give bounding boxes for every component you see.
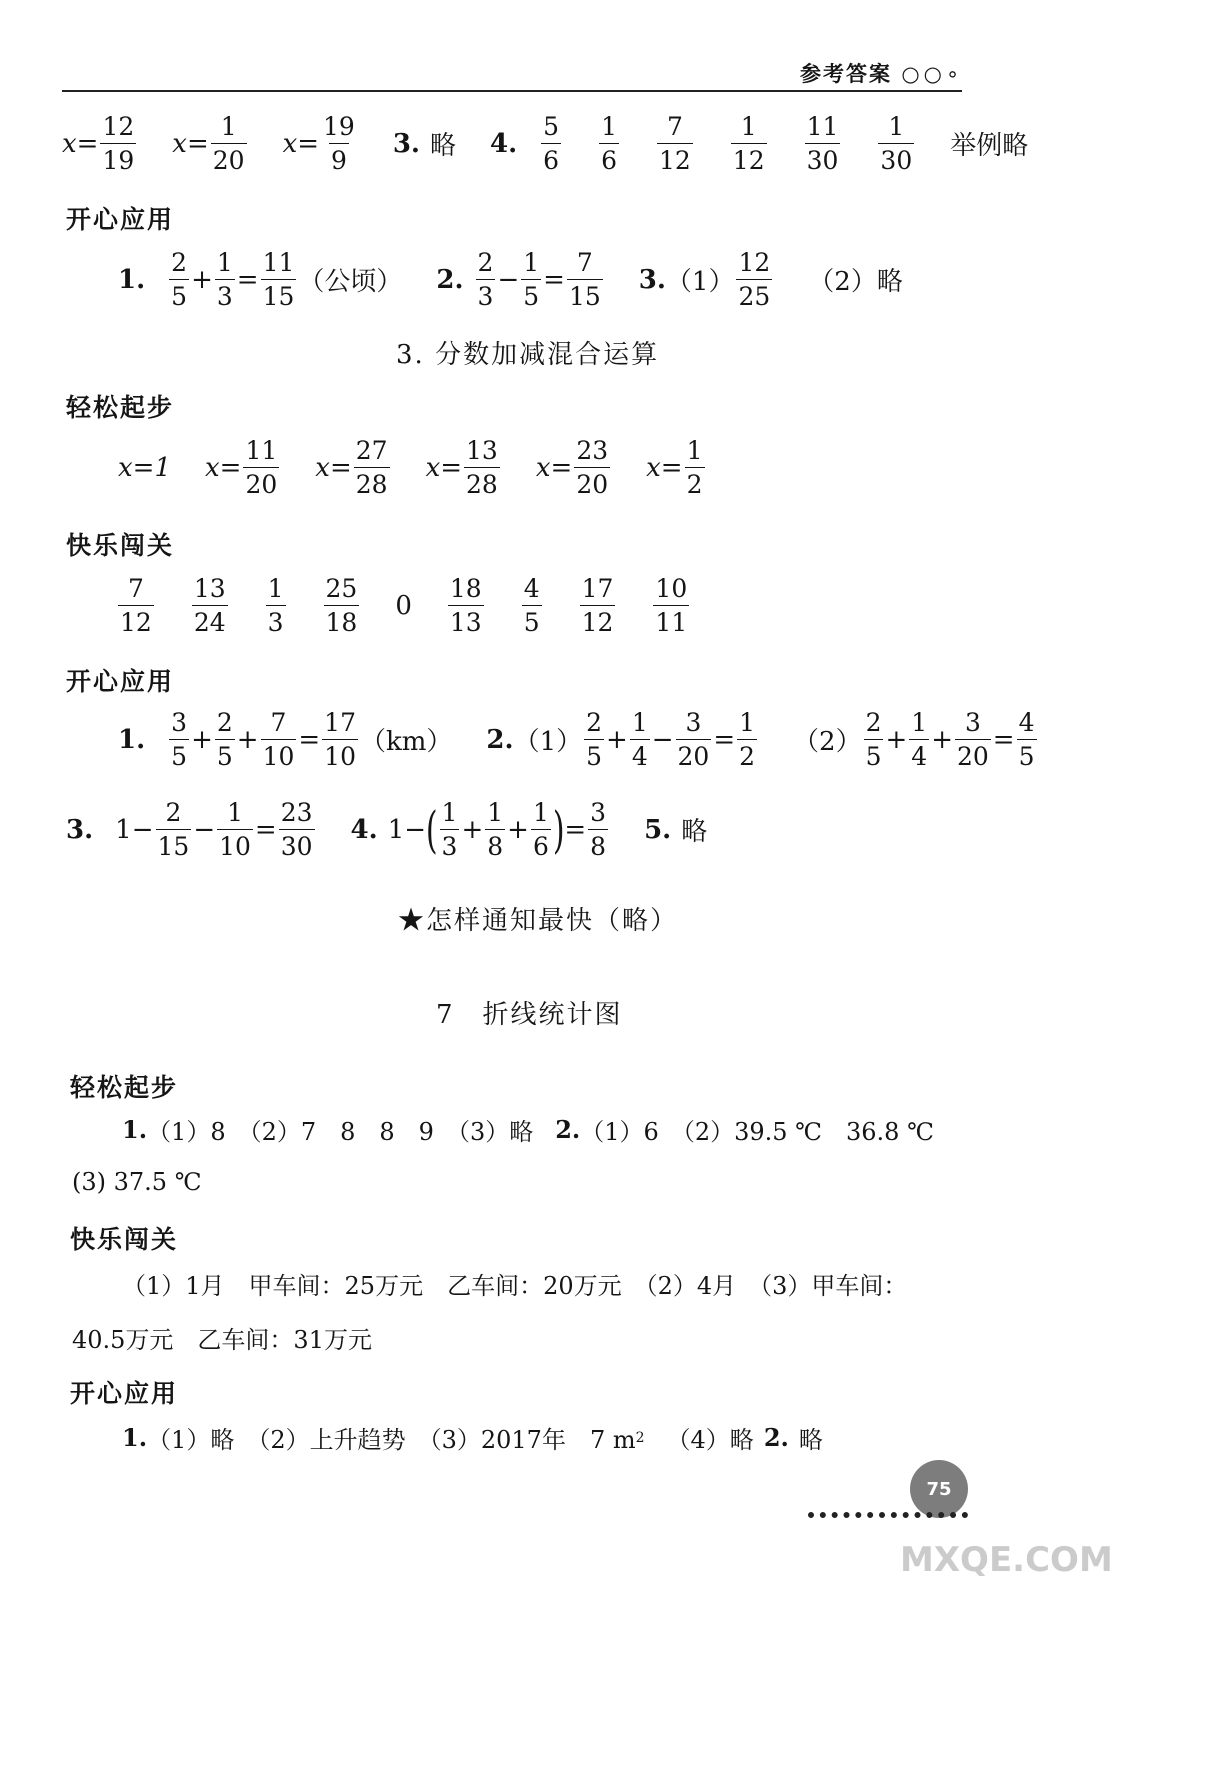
watermark <box>900 1540 1113 1580</box>
item-number: 2. <box>763 1423 789 1452</box>
unit-text: （公顷） <box>298 267 403 297</box>
fraction: $\frac{1}{6}$ <box>532 798 549 861</box>
item-number: 1. <box>122 1423 148 1452</box>
fraction: $\frac{1}{2}$ <box>686 436 703 499</box>
fraction: $\frac{13}{28}$ <box>466 436 498 499</box>
var-x: x <box>282 128 298 159</box>
section-heading: 快乐闯关 <box>70 1225 179 1254</box>
fraction: $\frac{13}{24}$ <box>193 574 226 637</box>
fraction: $\frac{1}{2}$ <box>739 708 756 771</box>
fraction: $\frac{12}{25}$ <box>738 248 771 311</box>
fraction: $\frac{2}{5}$ <box>865 708 882 771</box>
item-number: 1. <box>118 724 146 755</box>
answer-row-6: 3. 1 − $\frac{2}{15}$ − $\frac{1}{10}$ = $\frac{23}{30}$ 4. 1 − ( $\frac{1}{3}$ + $\frac{1}{8}$ + $\frac{1}{6}$ ) = $\frac{3}{8}$ 5. 略 <box>66 798 708 861</box>
running-header <box>800 58 963 88</box>
page-number-badge <box>910 1460 968 1518</box>
header-rule <box>62 90 962 92</box>
item-number: 4. <box>350 814 378 845</box>
fraction: $\frac{18}{13}$ <box>449 574 482 637</box>
answer-text: 略 <box>798 1426 823 1454</box>
section-heading: 开心应用 <box>70 1379 179 1408</box>
section-heading: 快乐闯关 <box>66 531 175 560</box>
fraction: $\frac{3}{8}$ <box>590 798 607 861</box>
answer-zero: 0 <box>395 590 412 621</box>
section-heading: 轻松起步 <box>70 1073 179 1102</box>
fraction: $\frac{2}{5}$ <box>586 708 603 771</box>
item-number: 5. <box>644 814 672 845</box>
fraction: $\frac{1}{12}$ <box>732 112 765 175</box>
fraction: $\frac{3}{20}$ <box>677 708 710 771</box>
answer-text: （4）略 <box>666 1426 754 1454</box>
fraction: $\frac{1}{4}$ <box>631 708 648 771</box>
answer-text: （1）8 （2）7 8 8 9 （3）略 <box>147 1118 534 1146</box>
item-number: 3. <box>638 264 666 295</box>
fraction: $\frac{2}{3}$ <box>477 248 494 311</box>
var-x: x <box>172 128 187 159</box>
section-heading: 开心应用 <box>66 205 175 234</box>
answer-line-2 <box>72 1168 202 1196</box>
answer-row-4 <box>116 576 691 635</box>
answer-line-4 <box>72 1320 372 1355</box>
section-heading: 开心应用 <box>66 667 175 696</box>
fraction: $\frac{7}{12}$ <box>120 574 152 637</box>
fraction: $\frac{10}{11}$ <box>655 574 688 637</box>
number: 1 <box>115 814 132 845</box>
fraction: $\frac{11}{15}$ <box>262 248 295 311</box>
fraction: $\frac{7}{12}$ <box>658 112 691 175</box>
fraction: $\frac{1}{20}$ <box>212 112 245 175</box>
star-topic-title: ★怎样通知最快（略） <box>398 906 679 936</box>
var-x: x <box>62 128 77 159</box>
fraction: $\frac{3}{5}$ <box>171 708 188 771</box>
item-number: 1. <box>118 264 146 295</box>
sub-label: （2） <box>793 727 862 757</box>
dotted-footer-rule <box>808 1512 968 1518</box>
item-number: 1. <box>122 1115 148 1144</box>
fraction: $\frac{23}{20}$ <box>576 436 609 499</box>
fraction: $\frac{11}{20}$ <box>245 436 278 499</box>
sub-label: （1） <box>513 727 583 757</box>
answer-row-5: 1. $\frac{3}{5}$ + $\frac{2}{5}$ + $\frac{7}{10}$ = $\frac{17}{10}$ （km） 2. （1） $\frac{2}{5}$ + $\frac{1}{4}$ − $\frac{3}{20}$ = $\frac{1}{2}$ （2） $\frac{2}{5}$ + $\frac{1}{4}$ + $\frac{3}{20}$ = $\frac{4}{5}$ <box>118 708 1035 771</box>
fraction: $\frac{1}{8}$ <box>487 798 504 861</box>
answer-line-3 <box>122 1266 907 1301</box>
section-heading: 轻松起步 <box>66 393 175 422</box>
fraction: $\frac{7}{15}$ <box>568 248 601 311</box>
answer-text: （1）1月 甲车间：25万元 乙车间：20万元 （2）4月 （3）甲车间： <box>122 1272 908 1300</box>
item-number: 3. <box>66 814 94 845</box>
answer-text: （1）略 （2）上升趋势 （3）2017年 7 m <box>147 1426 636 1454</box>
answer-line-5 <box>122 1420 823 1455</box>
fraction: $\frac{7}{10}$ <box>262 708 295 771</box>
fraction: $\frac{4}{5}$ <box>1018 708 1035 771</box>
answer-row-2: 1. $\frac{2}{5}$ + $\frac{1}{3}$ = $\frac{11}{15}$ （公顷） 2. $\frac{2}{3}$ − $\frac{1}{5}$ = $\frac{7}{15}$ 3. （1） $\frac{12}{25}$ （2）略 <box>118 248 903 311</box>
fraction: $\frac{27}{28}$ <box>355 436 388 499</box>
item-number: 2. <box>486 724 514 755</box>
fraction: $\frac{1}{4}$ <box>911 708 928 771</box>
fraction: $\frac{4}{5}$ <box>523 574 540 637</box>
subsection-title: 3. 分数加减混合运算 <box>396 340 660 370</box>
item-number: 3. <box>392 128 420 159</box>
answer-row-3: x=1 x = $\frac{11}{20}$ x = $\frac{27}{28}$ x = $\frac{13}{28}$ x = $\frac{23}{20}$ x = $\frac{1}{2}$ <box>118 436 703 499</box>
item-number: 2. <box>555 1115 581 1144</box>
fraction: $\frac{12}{19}$ <box>102 112 135 175</box>
fraction: $\frac{1}{30}$ <box>880 112 913 175</box>
header-label: 参考答案 <box>800 62 892 86</box>
fraction: $\frac{2}{15}$ <box>157 798 190 861</box>
item-number: 2. <box>436 264 464 295</box>
page-number: 75 <box>926 1478 952 1500</box>
fraction: $\frac{1}{6}$ <box>601 112 617 175</box>
equation: x=1 <box>118 452 171 483</box>
fraction: $\frac{1}{3}$ <box>216 248 233 311</box>
answer-text: (3) 37.5 ℃ <box>72 1168 202 1196</box>
answer-row-1: x = $\frac{12}{19}$ x = $\frac{1}{20}$ x = $\frac{19}{9}$ 3. 略 4. $\frac{5}{6}$ $\frac{1}{6}$ $\frac{7}{12}$ $\frac{1}{12}$ $\frac{11}{30}$ $\frac{1}{30}$ 举例略 <box>62 112 1029 175</box>
fraction: $\frac{1}{3}$ <box>267 574 284 637</box>
fraction: $\frac{11}{30}$ <box>806 112 839 175</box>
fraction: $\frac{23}{30}$ <box>280 798 313 861</box>
chapter-title: 7 折线统计图 <box>436 1000 623 1030</box>
fraction: $\frac{3}{20}$ <box>956 708 989 771</box>
answer-line-1 <box>122 1112 934 1147</box>
fraction: $\frac{5}{6}$ <box>543 112 560 175</box>
header-circles-icon: ○○∘ <box>901 62 964 86</box>
answer-text: （2）略 <box>808 267 903 297</box>
fraction: $\frac{25}{18}$ <box>325 574 358 637</box>
sub-label: （1） <box>665 267 735 297</box>
fraction: $\frac{2}{5}$ <box>171 248 188 311</box>
fraction: $\frac{17}{12}$ <box>581 574 614 637</box>
item-number: 4. <box>490 128 518 159</box>
answer-text: 略 <box>681 817 708 847</box>
fraction: $\frac{1}{5}$ <box>523 248 540 311</box>
fraction: $\frac{1}{10}$ <box>219 798 251 861</box>
fraction: $\frac{19}{9}$ <box>323 112 355 175</box>
answer-text: 举例略 <box>950 131 1029 161</box>
answer-text: 40.5万元 乙车间：31万元 <box>72 1326 372 1354</box>
superscript: 2 <box>635 1429 645 1446</box>
fraction: $\frac{17}{10}$ <box>324 708 356 771</box>
unit-text: （km） <box>359 727 453 757</box>
fraction: $\frac{1}{3}$ <box>441 798 458 861</box>
number: 1 <box>387 814 405 845</box>
fraction: $\frac{2}{5}$ <box>216 708 233 771</box>
answer-text: 略 <box>430 131 457 161</box>
answer-text: （1）6 （2）39.5 ℃ 36.8 ℃ <box>580 1118 934 1146</box>
watermark-text: MXQE.COM <box>900 1540 1113 1580</box>
